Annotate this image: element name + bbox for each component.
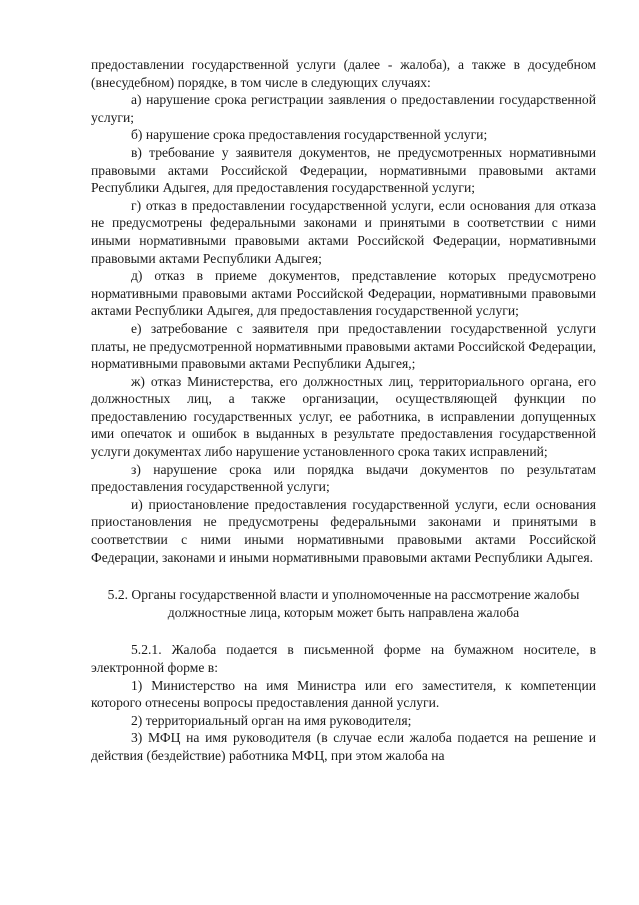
document-page xyxy=(91,56,596,765)
case-g: г) отказ в предоставлении государственной услуги, если основания для отказа не предусмотрены федеральными законами и принятыми в соответствии с ними иными нормативными правовыми актами Российской Федерации, нормативными правовыми актами Республики Адыгея; xyxy=(91,197,596,266)
case-a: а) нарушение срока регистрации заявления о предоставлении государственной услуги; xyxy=(91,92,596,125)
case-b: б) нарушение срока предоставления государственной услуги; xyxy=(131,127,488,143)
section-heading: 5.2. Органы государственной власти и уполномоченные на рассмотрение жалобы должностные лица, которым может быть направлена жалоба xyxy=(107,587,580,620)
case-v: в) требование у заявителя документов, не предусмотренных нормативными правовыми актами Российской Федерации, нормативными правовыми актами Республики Адыгея, для предоставления государственной услуги; xyxy=(91,144,596,196)
case-e: е) затребование с заявителя при предоставлении государственной услуги платы, не предусмотренной нормативными правовыми актами Российской Федерации, нормативными правовыми актами Республики Адыгея,; xyxy=(91,320,596,372)
case-z: з) нарушение срока или порядка выдачи документов по результатам предоставления государственной услуги; xyxy=(91,461,596,495)
recipient-2: 2) территориальный орган на имя руководителя; xyxy=(131,712,412,728)
spacer xyxy=(91,621,596,641)
case-i: и) приостановление предоставления государственной услуги, если основания приостановления не предусмотрены федеральными законами и принятыми в соответствии с ними иными нормативными правовыми актами Российской Федерации, законами и иными нормативными правовыми актами Республики Адыгея. xyxy=(91,496,596,565)
intro-paragraph: предоставлении государственной услуги (далее - жалоба), а также в досудебном (внесудебном) порядке, в том числе в следующих случаях: xyxy=(91,57,596,90)
case-d: д) отказ в приеме документов, представление которых предусмотрено нормативными правовыми актами Российской Федерации, нормативными правовыми актами Республики Адыгея, для предоставления государственной услуги; xyxy=(91,268,596,319)
recipient-3: 3) МФЦ на имя руководителя (в случае если жалоба подается на решение и действия (бездействие) работника МФЦ, при этом жалоба на xyxy=(91,730,596,763)
case-zh: ж) отказ Министерства, его должностных лиц, территориального органа, его должностных лиц, а также организации, осуществляющей функции по предоставлению государственных услуг, ее работника, в исправлении допущенных ими опечаток и ошибок в выданных в результате предоставления государственной услуги документах либо нарушение установленного срока таких исправлений; xyxy=(91,373,596,460)
recipient-1: 1) Министерство на имя Министра или его заместителя, к компетенции которого отнесены вопросы предоставления данной услуги. xyxy=(91,677,596,711)
subsection-intro: 5.2.1. Жалоба подается в письменной форме на бумажном носителе, в электронной форме в: xyxy=(91,642,596,675)
spacer xyxy=(91,566,596,586)
